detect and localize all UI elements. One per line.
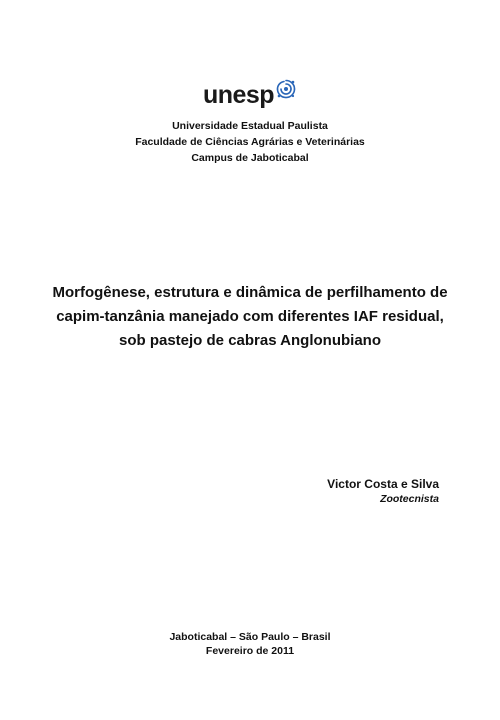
place-text: Jaboticabal – São Paulo – Brasil [169, 631, 331, 643]
author-block [327, 476, 439, 506]
title-line-1: Morfogênese, estrutura e dinâmica de perfilhamento de [52, 284, 448, 301]
campus-name: Campus de Jaboticabal [191, 152, 309, 164]
title-line-2: capim-tanzânia manejado com diferentes IAF residual, [56, 308, 444, 325]
unesp-logo [0, 78, 500, 108]
title-line-3: sob pastejo de cabras Anglonubiano [119, 332, 381, 349]
date-text: Fevereiro de 2011 [205, 645, 295, 657]
footer-block [0, 630, 500, 658]
logo-text: unesp [202, 81, 275, 109]
author-role: Zootecnista [380, 493, 439, 505]
author-name: Victor Costa e Silva [327, 477, 439, 491]
thesis-title [0, 281, 500, 353]
institution-block [0, 118, 500, 166]
faculty-name: Faculdade de Ciências Agrárias e Veterinárias [135, 136, 365, 148]
university-name: Universidade Estadual Paulista [172, 120, 328, 132]
unesp-spiral-icon [275, 78, 297, 100]
